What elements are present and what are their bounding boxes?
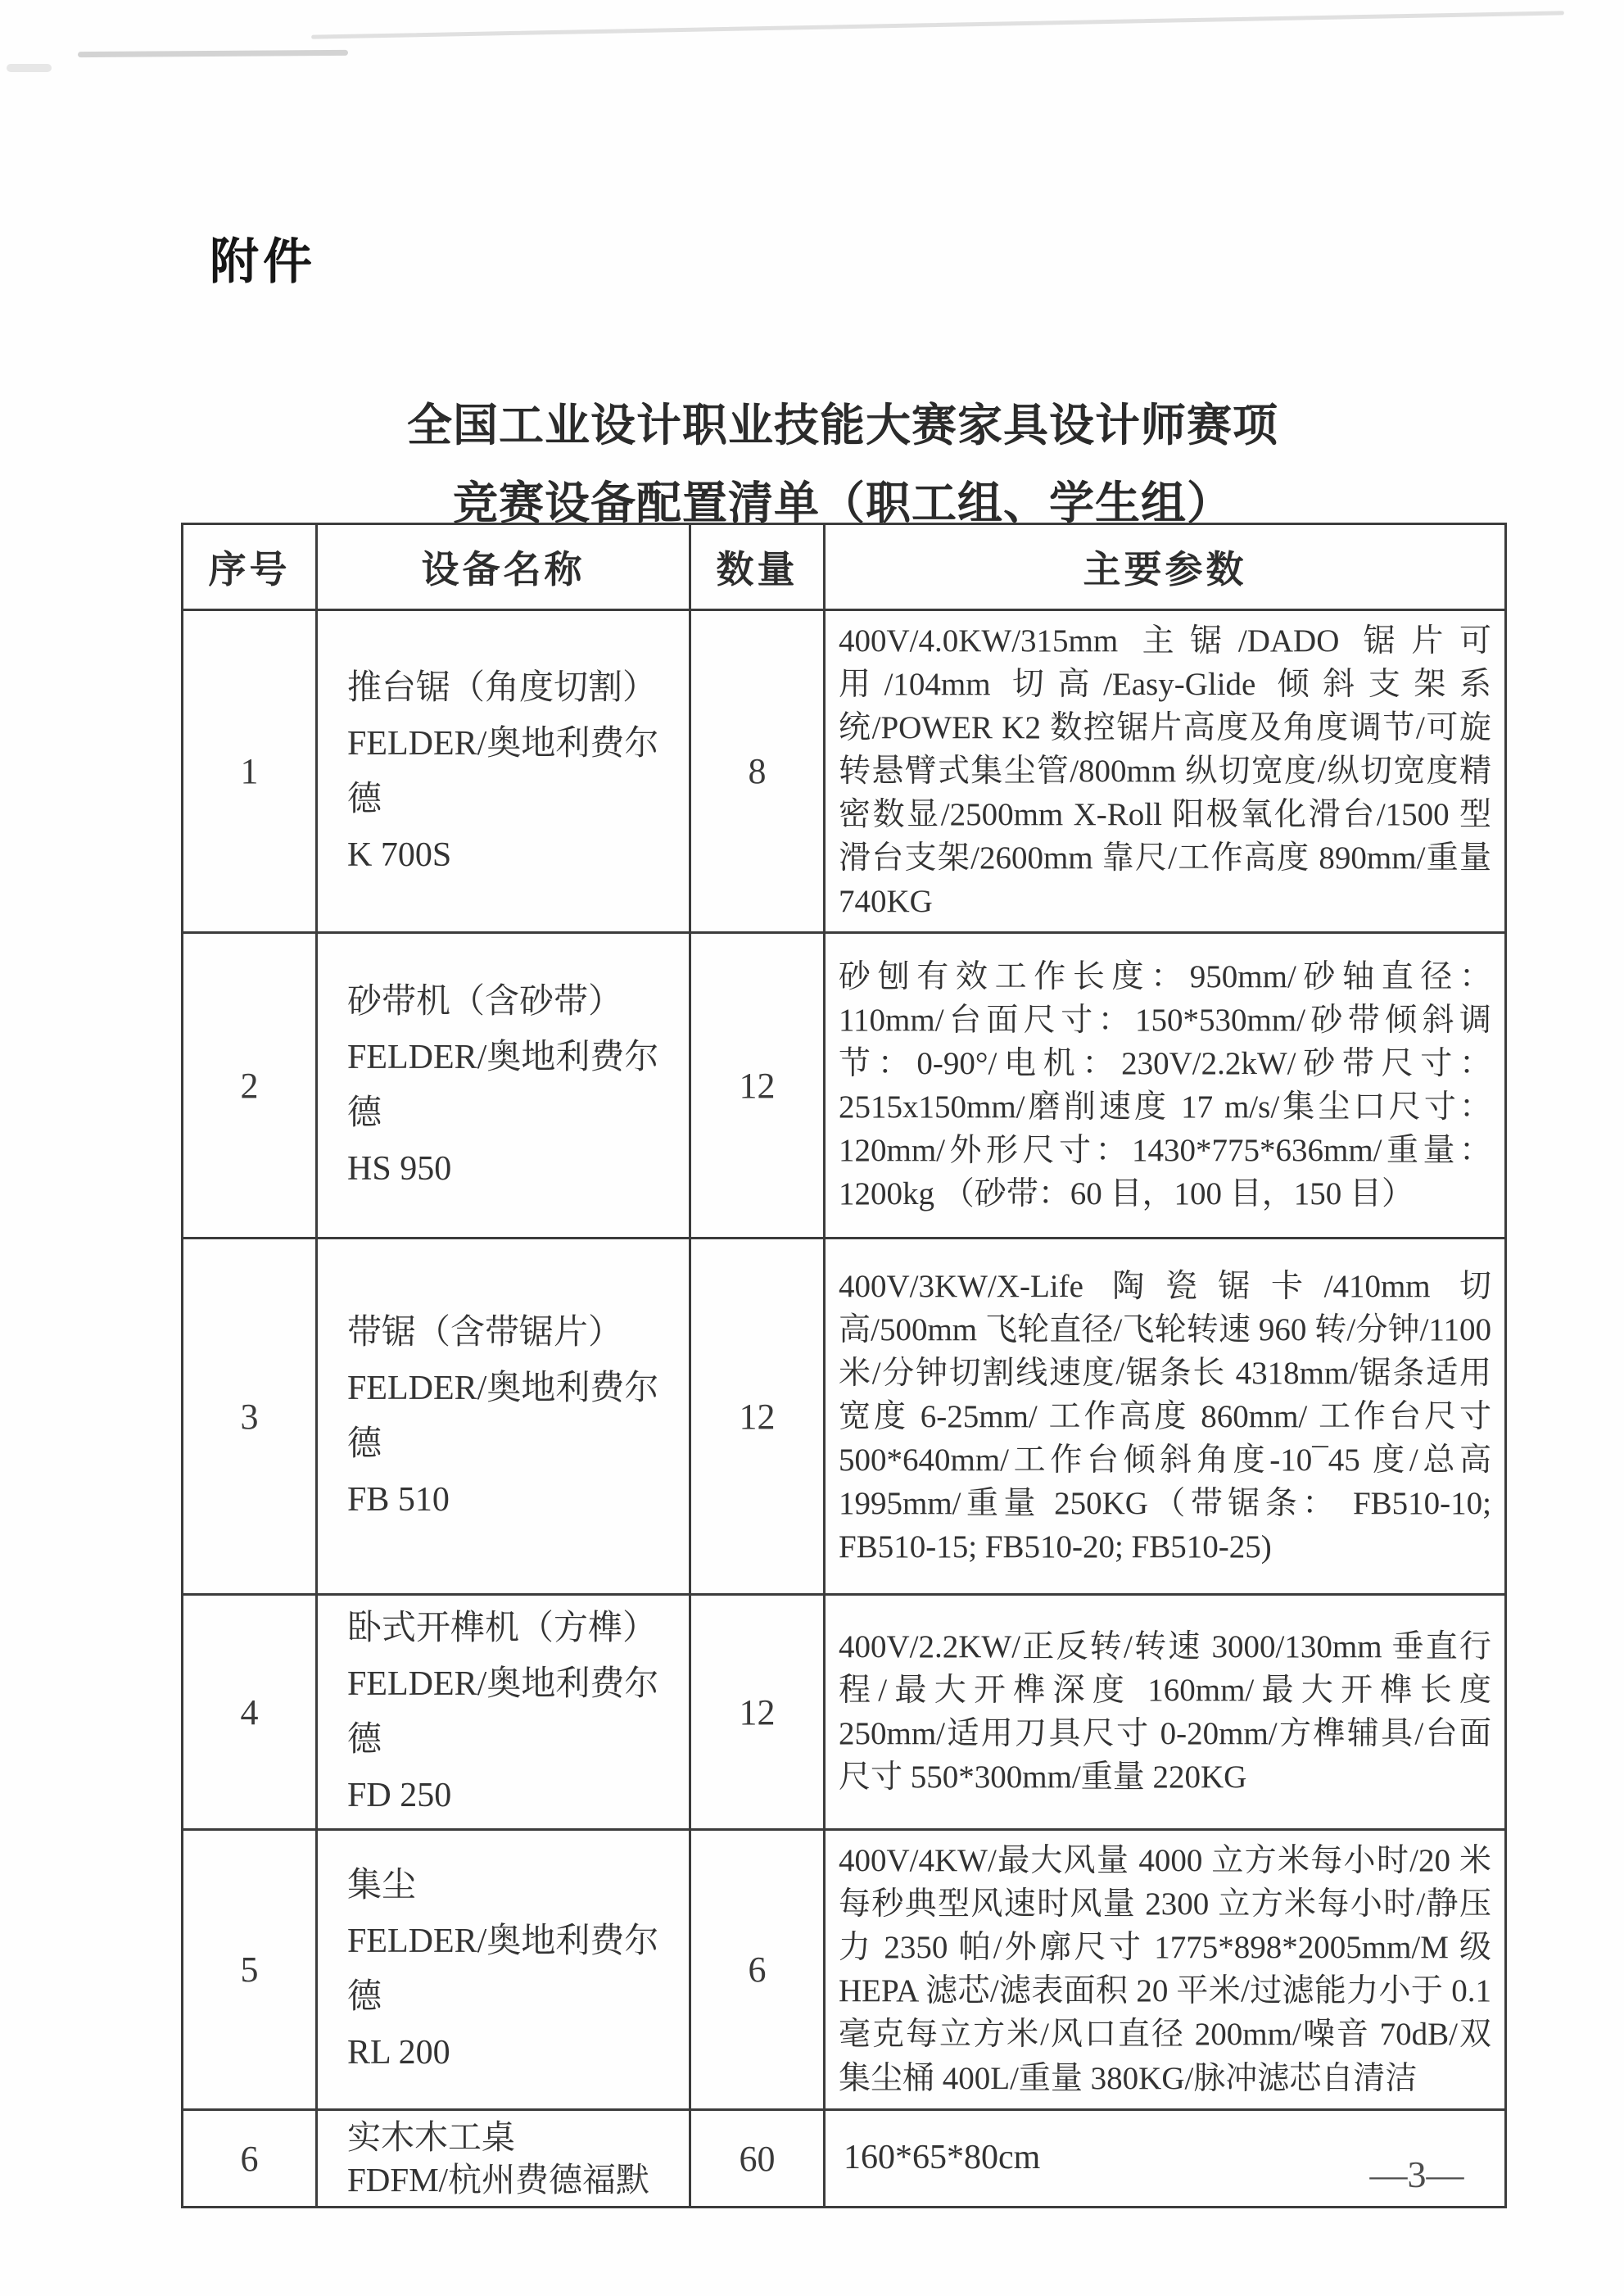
serial-number-cell: 6 xyxy=(183,2109,317,2208)
serial-number-cell: 3 xyxy=(183,1239,317,1595)
name-line: 带锯（含带锯片） xyxy=(347,1314,623,1352)
equipment-name-cell xyxy=(317,1830,690,2109)
equipment-name-cell xyxy=(317,1239,690,1595)
parameters-cell: 160*65*80cm xyxy=(825,2109,1506,2208)
quantity-cell: 60 xyxy=(690,2109,825,2208)
table-row xyxy=(183,933,1506,1239)
quantity-cell: 12 xyxy=(690,1239,825,1595)
table-row xyxy=(183,1239,1506,1595)
title-line-2: 竞赛设备配置清单（职工组、学生组） xyxy=(452,478,1233,528)
name-line: FD 250 xyxy=(347,1777,452,1815)
name-line: FDFM/杭州费德福默 xyxy=(347,2161,650,2199)
name-line: RL 200 xyxy=(347,2034,450,2072)
quantity-cell: 6 xyxy=(690,1830,825,2109)
quantity-cell: 12 xyxy=(690,933,825,1239)
table-row xyxy=(183,1830,1506,2109)
serial-number-cell: 5 xyxy=(183,1830,317,2109)
name-line: FB 510 xyxy=(347,1481,450,1519)
name-line: 卧式开榫机（方榫） xyxy=(347,1610,658,1648)
scan-artifact-dot xyxy=(7,64,52,72)
header-serial-number: 序号 xyxy=(183,524,317,610)
quantity-cell: 12 xyxy=(690,1595,825,1830)
name-line: FELDER/奥地利费尔德 xyxy=(347,1922,659,2017)
serial-number-cell: 1 xyxy=(183,610,317,933)
name-line: 实木木工桌 xyxy=(347,2117,515,2156)
name-line: FELDER/奥地利费尔德 xyxy=(347,724,659,818)
title-line-1: 全国工业设计职业技能大赛家具设计师赛项 xyxy=(406,401,1278,451)
quantity-cell: 8 xyxy=(690,610,825,933)
parameters-cell: 400V/3KW/X-Life 陶瓷锯卡/410mm 切高/500mm 飞轮直径/飞轮转速 960 转/分钟/1100 米/分钟切割线速度/锯条长 4318mm/锯条适用宽度 6-25mm/ 工作高度 860mm/ 工作台尺寸 500*640mm/工作台倾斜角度-10¯45 度/总高 1995mm/重量 250KG（带锯条： FB510-10; FB510-15; FB510-20; FB510-25) xyxy=(825,1239,1506,1595)
name-line: 集尘 xyxy=(347,1867,417,1905)
equipment-name-cell xyxy=(317,610,690,933)
scan-artifact-streak xyxy=(78,50,348,57)
attachment-label: 附件 xyxy=(210,235,316,289)
name-line: FELDER/奥地利费尔德 xyxy=(347,1665,659,1759)
table-row xyxy=(183,2109,1506,2208)
header-equipment-name: 设备名称 xyxy=(317,524,690,610)
table-header-row xyxy=(183,524,1506,610)
name-line: FELDER/奥地利费尔德 xyxy=(347,1039,659,1133)
name-line: 推台锯（角度切割） xyxy=(347,668,658,707)
name-line: FELDER/奥地利费尔德 xyxy=(347,1370,659,1464)
equipment-table xyxy=(181,523,1507,2208)
name-line: K 700S xyxy=(347,836,452,874)
scan-artifact-streak xyxy=(311,11,1564,38)
table-row xyxy=(183,1595,1506,1830)
parameters-cell: 400V/4KW/最大风量 4000 立方米每小时/20 米每秒典型风速时风量 2300 立方米每小时/静压力 2350 帕/外廓尺寸 1775*898*2005mm/M 级 HEPA 滤芯/滤表面积 20 平米/过滤能力小于 0.1 毫克每立方米/风口直径 200mm/噪音 70dB/双集尘桶 400L/重量 380KG/脉冲滤芯自清洁 xyxy=(825,1830,1506,2109)
name-line: 砂带机（含砂带） xyxy=(347,983,623,1021)
header-quantity: 数量 xyxy=(690,524,825,610)
equipment-name-cell xyxy=(317,2109,690,2208)
name-line: HS 950 xyxy=(347,1150,452,1189)
parameters-cell: 400V/4.0KW/315mm 主锯/DADO 锯片可用/104mm 切高/Easy-Glide 倾斜支架系统/POWER K2 数控锯片高度及角度调节/可旋转悬臂式集尘管/800mm 纵切宽度/纵切宽度精密数显/2500mm X-Roll 阳极氧化滑台/1500 型滑台支架/2600mm 靠尺/工作高度 890mm/重量 740KG xyxy=(825,610,1506,933)
document-title xyxy=(181,403,1504,526)
parameters-cell: 砂刨有效工作长度：950mm/砂轴直径：110mm/台面尺寸：150*530mm/砂带倾斜调节：0-90°/电机：230V/2.2kW/砂带尺寸：2515x150mm/磨削速度 17 m/s/集尘口尺寸：120mm/外形尺寸：1430*775*636mm/重量：1200kg （砂带：60 目，100 目，150 目） xyxy=(825,933,1506,1239)
equipment-name-cell xyxy=(317,1595,690,1830)
table-row xyxy=(183,610,1506,933)
parameters-cell: 400V/2.2KW/正反转/转速 3000/130mm 垂直行程/最大开榫深度 160mm/最大开榫长度 250mm/适用刀具尺寸 0-20mm/方榫辅具/台面尺寸 550*300mm/重量 220KG xyxy=(825,1595,1506,1830)
serial-number-cell: 4 xyxy=(183,1595,317,1830)
header-main-parameters: 主要参数 xyxy=(825,524,1506,610)
page-number: —3— xyxy=(1369,2153,1464,2195)
serial-number-cell: 2 xyxy=(183,933,317,1239)
equipment-name-cell xyxy=(317,933,690,1239)
